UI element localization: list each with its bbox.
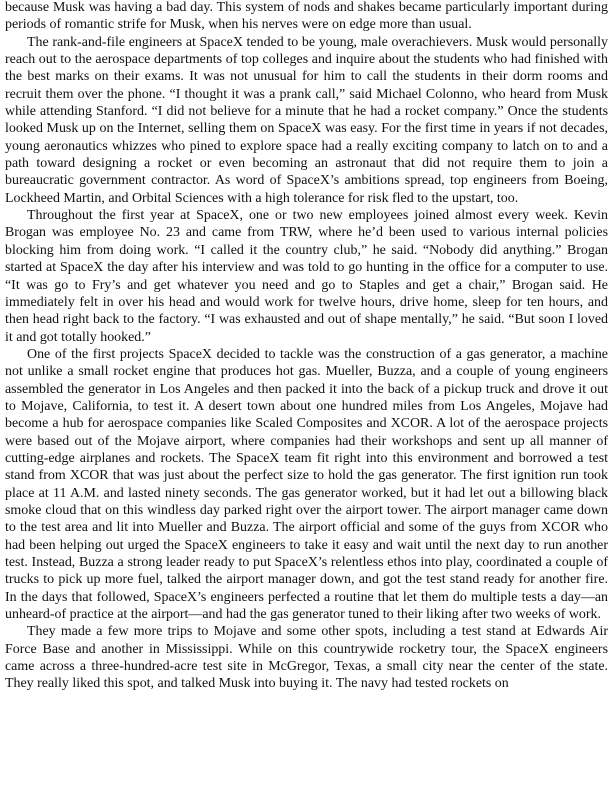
paragraph-3: Throughout the first year at SpaceX, one or two new employees joined almost every week. Kevin Brogan was employee No. 23 and came from TRW, where he’d been used to various internal policies blocking him from doing work. “I called it the country club,” he said. “Nobody did anything.” Brogan started at SpaceX the day after his interview and was told to go hunting in the office for a computer to use. “It was go to Fry’s and get whatever you need and go to Staples and get a chair,” Brogan said. He immediately felt in over his head and would work for twelve hours, drive home, sleep for ten hours, and then head right back to the factory. “I was exhausted and out of shape mentally,” he said. “But soon I loved it and got totally hooked.” [5, 208, 608, 345]
paragraph-4: One of the first projects SpaceX decided to tackle was the construction of a gas generator, a machine not unlike a small rocket engine that produces hot gas. Mueller, Buzza, and a couple of young engineers assembled the generator in Los Angeles and then packed it into the back of a pickup truck and drove it out to Mojave, California, to test it. A desert town about one hundred miles from Los Angeles, Mojave had become a hub for aerospace companies like Scaled Composites and XCOR. A lot of the aerospace projects were based out of the Mojave airport, where companies had their workshops and sent up all manner of cutting-edge airplanes and rockets. The SpaceX team fit right into this environment and borrowed a test stand from XCOR that was just about the perfect size to hold the gas generator. The first ignition run took place at 11 A.M. and lasted ninety seconds. The gas generator worked, but it had let out a billowing black smoke cloud that on this windless day parked right over the airport tower. The airport manager came down to the test area and lit into Mueller and Buzza. The airport official and some of the guys from XCOR who had been helping out urged the SpaceX engineers to take it easy and wait until the next day to run another test. Instead, Buzza a strong leader ready to put SpaceX’s relentless ethos into play, coordinated a couple of trucks to pick up more fuel, talked the airport manager down, and got the test stand ready for another fire. In the days that followed, SpaceX’s engineers perfected a routine that let them do multiple tests a day—an unheard-of practice at the airport—and had the gas generator tuned to their liking after two weeks of work. [5, 346, 608, 623]
paragraph-1: because Musk was having a bad day. This system of nods and shakes became particularly important during periods of romantic strife for Musk, when his nerves were on edge more than usual. [5, 0, 608, 33]
paragraph-5: They made a few more trips to Mojave and some other spots, including a test stand at Edwards Air Force Base and another in Mississippi. While on this countrywide rocketry tour, the SpaceX engineers came across a three-hundred-acre test site in McGregor, Texas, a small city near the center of the state. They really liked this spot, and talked Musk into buying it. The navy had tested rockets on [5, 624, 608, 692]
paragraph-2: The rank-and-file engineers at SpaceX tended to be young, male overachievers. Musk would personally reach out to the aerospace departments of top colleges and inquire about the students who had finished with the best marks on their exams. It was not unusual for him to call the students in their dorm rooms and recruit them over the phone. “I thought it was a prank call,” said Michael Colonno, who heard from Musk while attending Stanford. “I did not believe for a minute that he had a rocket company.” Once the students looked Musk up on the Internet, selling them on SpaceX was easy. For the first time in years if not decades, young aeronautics whizzes who pined to explore space had a really exciting company to latch on to and a path toward designing a rocket or even becoming an astronaut that did not require them to join a bureaucratic government contractor. As word of SpaceX’s ambitions spread, top engineers from Boeing, Lockheed Martin, and Orbital Sciences with a high tolerance for risk fled to the upstart, too. [5, 34, 608, 206]
